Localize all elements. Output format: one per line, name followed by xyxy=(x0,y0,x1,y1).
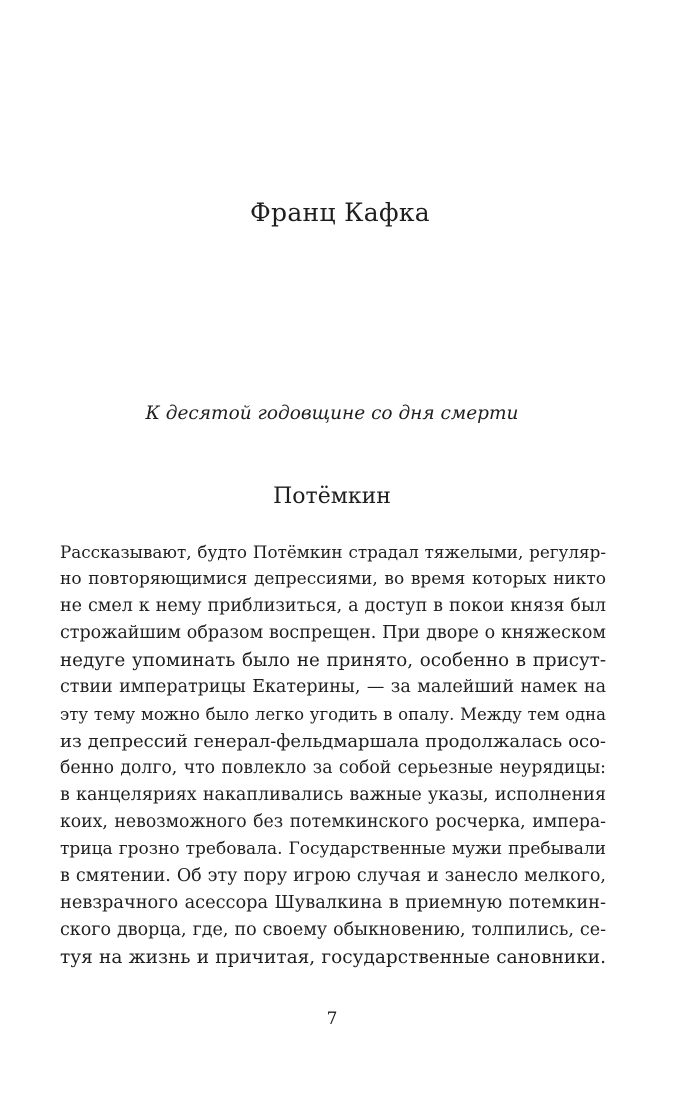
paragraph-line: не смел к нему приблизиться, а доступ в покои князя был xyxy=(60,596,606,616)
page-number: 7 xyxy=(326,1009,338,1029)
paragraph-line: но повторяющимися депрессиями, во время которых никто xyxy=(60,569,606,589)
paragraph-line: трица грозно требовала. Государственные мужи пребывали xyxy=(60,839,606,859)
paragraph-line: недуге упоминать было не принято, особенно в присут- xyxy=(60,650,606,671)
body-paragraph xyxy=(60,539,606,971)
chapter-title: Потёмкин xyxy=(273,484,391,509)
paragraph-line: ствии императрицы Екатерины, — за малейший намек на xyxy=(60,677,606,697)
paragraph-line: из депрессий генерал-фельдмаршала продолжалась осо- xyxy=(60,731,606,752)
paragraph-line: невзрачного асессора Шувалкина в приемную потемкин- xyxy=(60,893,606,913)
paragraph-line: коих, невозможного без потемкинского росчерка, импера- xyxy=(60,812,606,832)
paragraph-line: в канцеляриях накапливались важные указы, исполнения xyxy=(60,785,606,805)
paragraph-line: строжайшим образом воспрещен. При дворе о княжеском xyxy=(60,623,606,643)
paragraph-line: туя на жизнь и причитая, государственные сановники. xyxy=(60,947,606,968)
paragraph-line: эту тему можно было легко угодить в опалу. Между тем одна xyxy=(60,705,606,724)
epigraph: К десятой годовщине со дня смерти xyxy=(145,403,519,424)
paragraph-line: бенно долго, что повлекло за собой серьезные неурядицы: xyxy=(60,758,606,778)
paragraph-line: ского дворца, где, по своему обыкновению, толпились, се- xyxy=(60,920,606,940)
author-title: Франц Кафка xyxy=(250,198,430,227)
paragraph-line: Рассказывают, будто Потёмкин страдал тяжелыми, регуляр- xyxy=(60,542,606,562)
paragraph-line: в смятении. Об эту пору игрою случая и занесло мелкого, xyxy=(60,866,606,886)
